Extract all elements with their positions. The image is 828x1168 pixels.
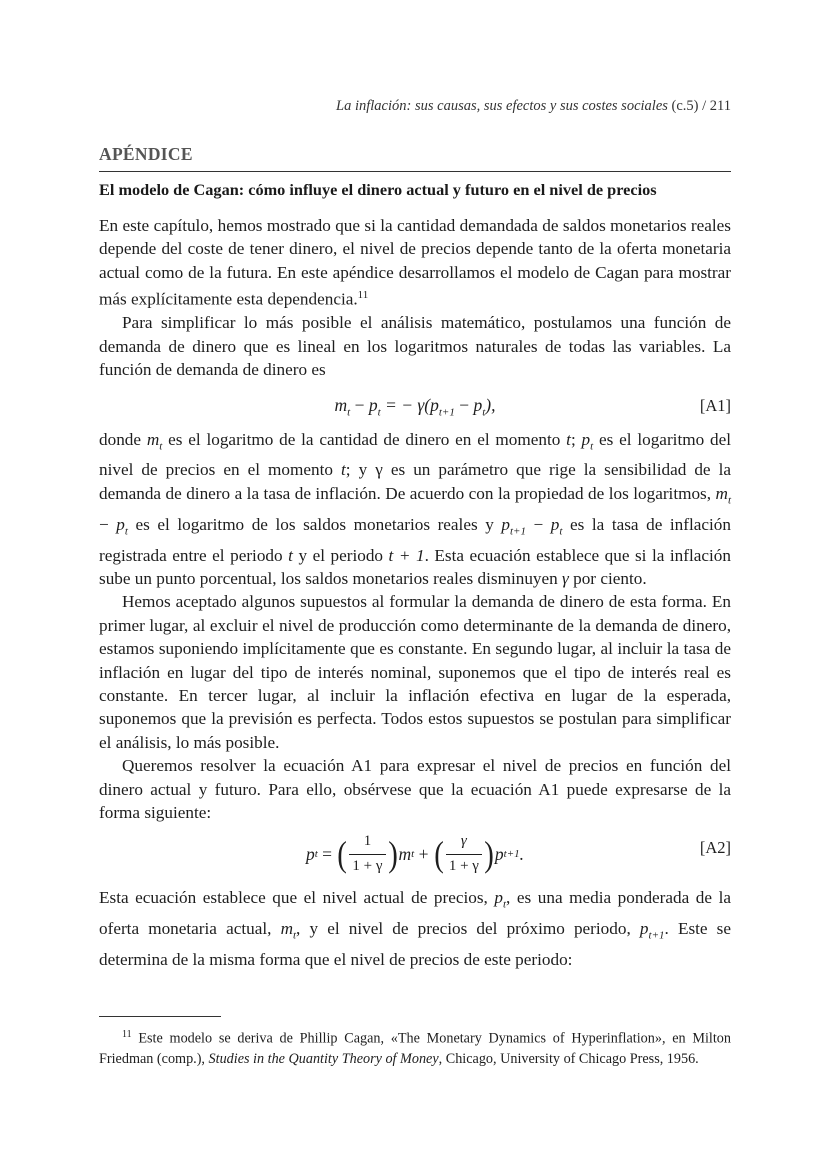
chapter-page: (c.5) / 211 xyxy=(667,98,731,114)
paragraph-2: Para simplificar lo más posible el análisis matemático, postulamos una función de demanda de dinero que es lineal en los logaritmos naturales de todas las variables. La función de demanda de dinero es xyxy=(99,313,731,380)
paragraph-6: Esta ecuación establece que el nivel actual de precios, $p_t$, es una media ponderada de la oferta monetaria actual, $m_t$, y el nivel de precios del próximo periodo, $p_{t+1}$. Este se determina de la misma forma que el nivel de precios de este periodo: xyxy=(99,888,731,970)
appendix-header xyxy=(99,144,731,200)
equation-a2-expr: p t = ( $\frac{1}{1 + \gamma}$ ) m t + ( $\frac{\gamma}{1 + \gamma}$ ) p t+1 . xyxy=(99,830,731,878)
equation-a1 xyxy=(99,382,731,428)
paragraph-1 xyxy=(99,214,731,311)
section-label: APÉNDICE xyxy=(99,144,193,164)
footnote-rule xyxy=(99,1016,221,1017)
paragraph-1-text: En este capítulo, hemos mostrado que si la cantidad demandada de saldos monetarios reales depende del coste de tener dinero, el nivel de precios depende tanto de la oferta monetaria actual como de la futura. En este apéndice desarrollamos el modelo de Cagan para mostrar más explícitamente esta dependencia. xyxy=(99,216,731,309)
equation-a2 xyxy=(99,824,731,886)
section-rule xyxy=(99,171,731,172)
running-head xyxy=(336,98,731,115)
paragraph-5: Queremos resolver la ecuación A1 para expresar el nivel de precios en función del dinero actual y futuro. Para ello, obsérvese que la ecuación A1 puede expresarse de la forma siguiente: xyxy=(99,756,731,822)
running-title: La inflación: sus causas, sus efectos y sus costes sociales xyxy=(336,98,668,114)
section-subtitle: El modelo de Cagan: cómo influye el dinero actual y futuro en el nivel de precios xyxy=(99,180,657,199)
paragraph-3: donde $m_t$ es el logaritmo de la cantidad de dinero en el momento t; $p_t$ es el logaritmo del nivel de precios en el momento t; y γ es un parámetro que rige la sensibilidad de la demanda de dinero a la tasa de inflación. De acuerdo con la propiedad de los logaritmos, $m_t - p_t$ es el logaritmo de los saldos monetarios reales y $p_{t+1} - p_t$ es la tasa de inflación registrada entre el periodo t y el periodo t + 1. Esta ecuación establece que si la inflación sube un punto porcentual, los saldos monetarios reales disminuyen γ por ciento. xyxy=(99,429,731,588)
footnote-book-title: Studies in the Quantity Theory of Money xyxy=(208,1050,439,1067)
footnote-text: Este modelo se deriva de Phillip Cagan, «The Monetary Dynamics of Hyperinflation», en Milton Friedman (comp.), xyxy=(99,1030,731,1067)
paragraph-4: Hemos aceptado algunos supuestos al formular la demanda de dinero de esta forma. En primer lugar, al excluir el nivel de producción como determinante de la demanda de dinero, estamos suponiendo implícitamente que es constante. En segundo lugar, al incluir la tasa de inflación en lugar del tipo de interés nominal, suponemos que el tipo de interés real es constante. En tercer lugar, al incluir la inflación efectiva en lugar de la esperada, suponemos que la previsión es perfecta. Todos estos supuestos se postulan para simplificar el análisis, lo más posible. xyxy=(99,592,731,752)
body-text xyxy=(99,214,731,971)
equation-a1-tag: [A1] xyxy=(699,395,731,415)
equation-a1-expr: $m_t - p_t$ = − $\gamma(p_{t+1} - p_t)$, xyxy=(334,394,496,419)
equation-a2-tag: [A2] xyxy=(699,838,731,858)
footnote: $^{11}$ Este modelo se deriva de Phillip Cagan, «The Monetary Dynamics of Hyperinflation», en Milton Friedman (comp.), Studies in the Quantity Theory of Money, Chicago, University of Chicago Press, 1956. xyxy=(99,1029,731,1067)
footnote-ref: 11 xyxy=(357,289,369,302)
footnote-number: 11 xyxy=(122,1029,132,1040)
